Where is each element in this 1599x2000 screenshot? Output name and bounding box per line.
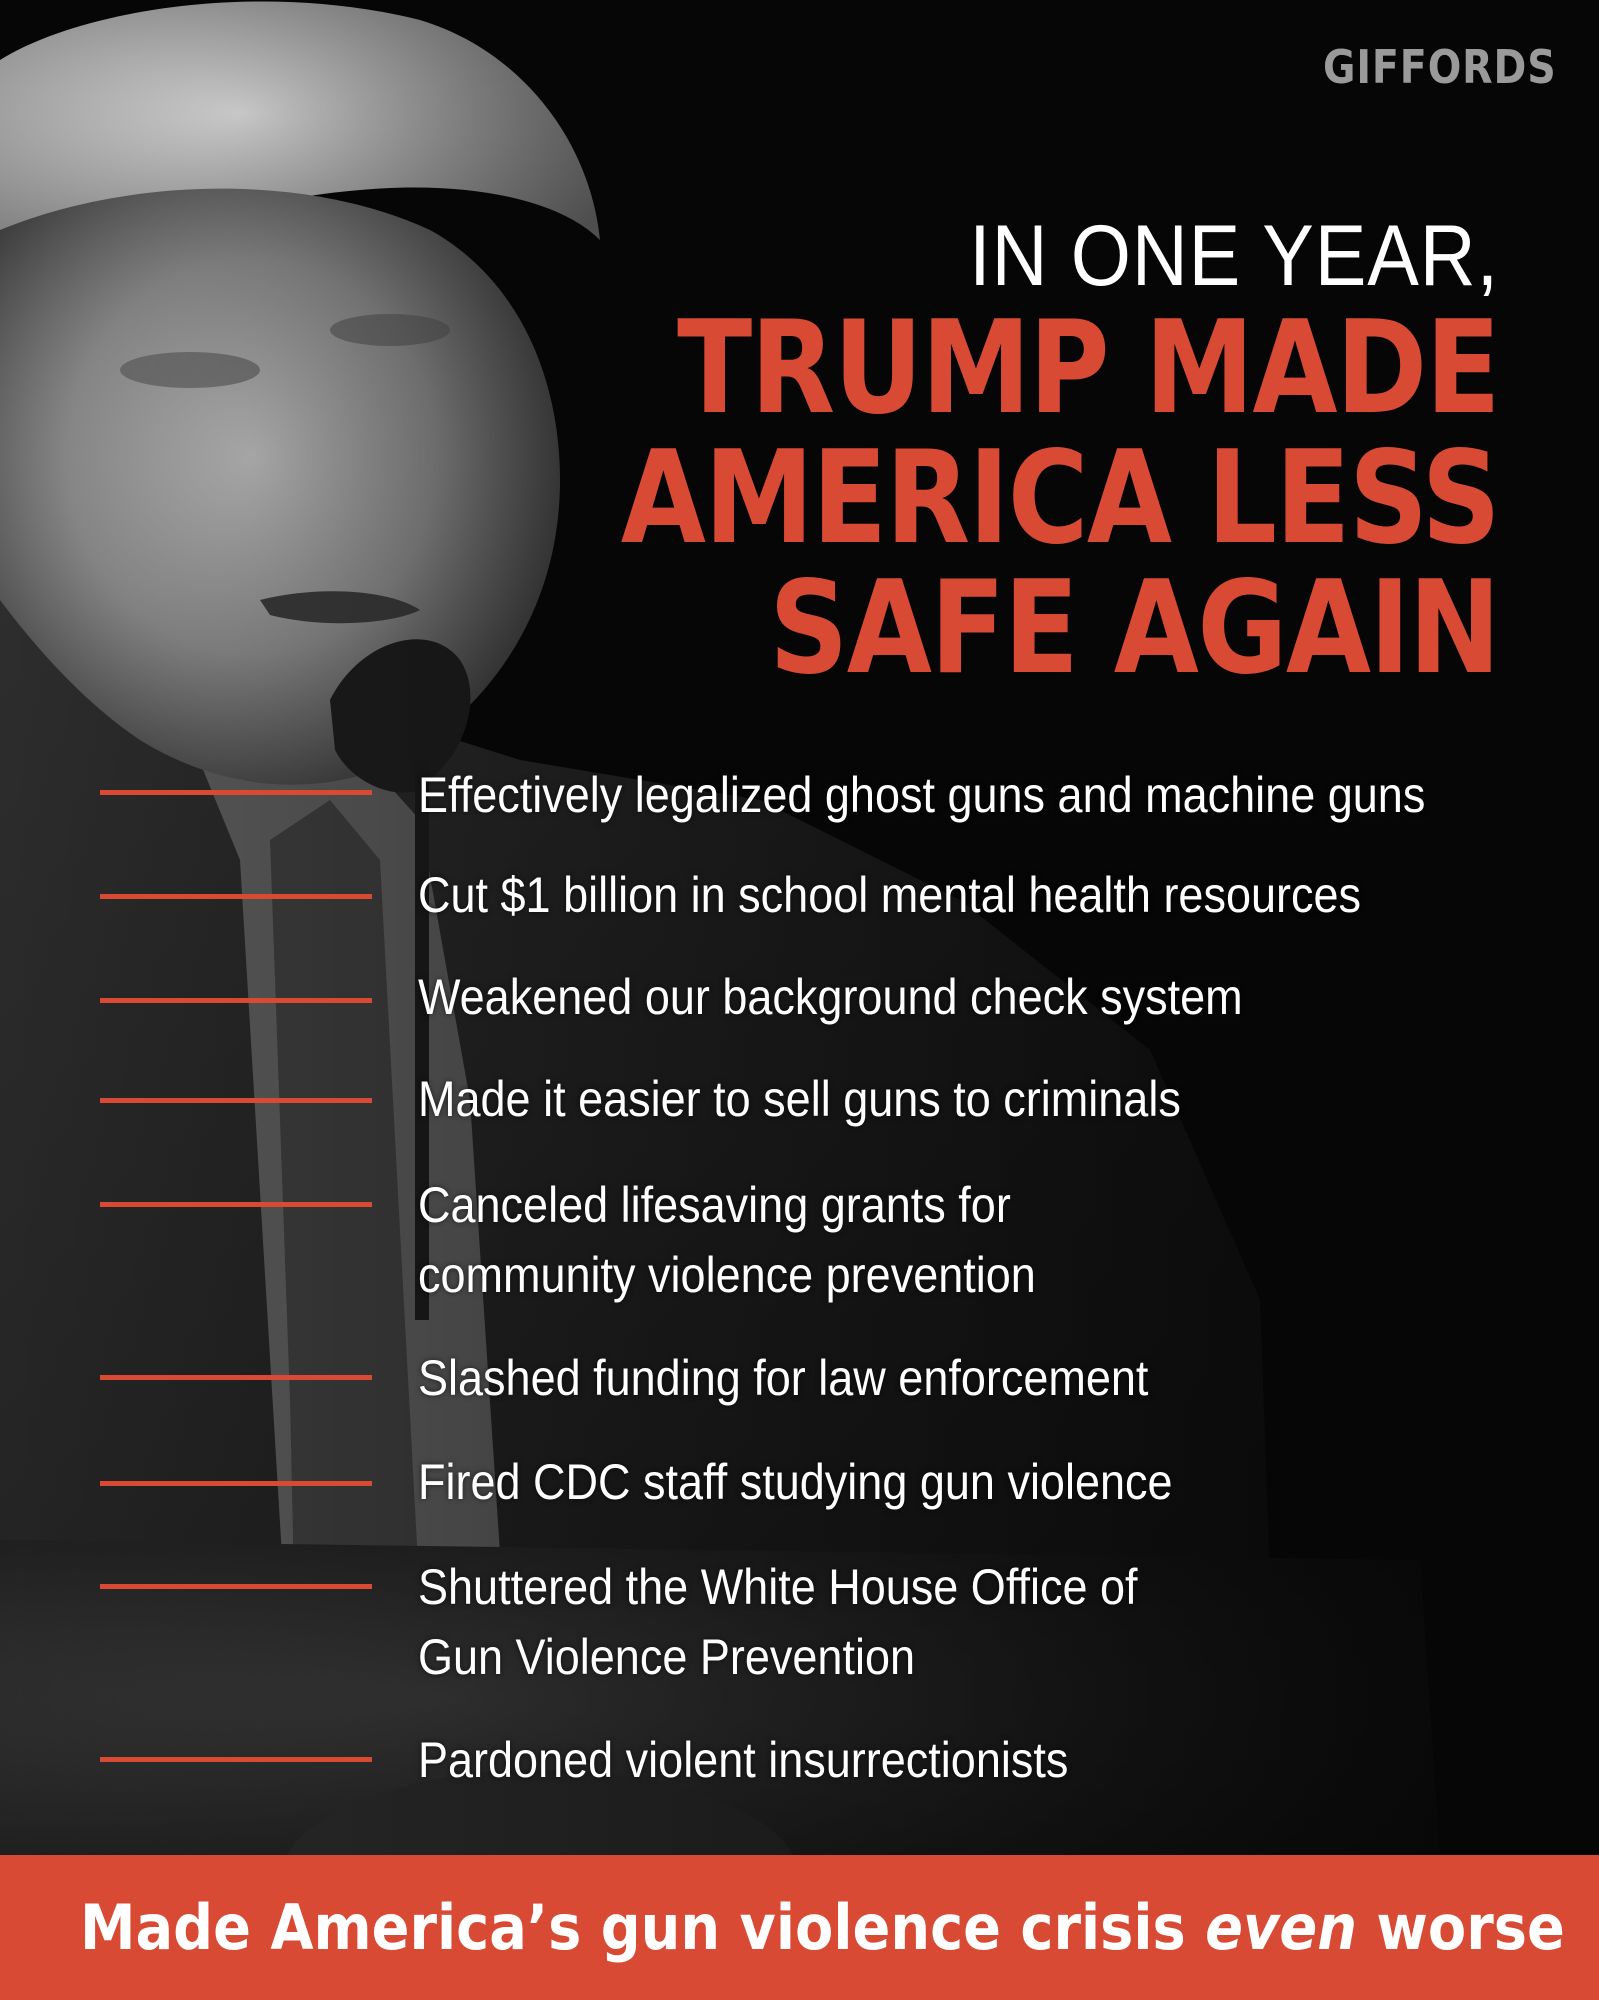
footer-text-before: Made America’s gun violence crisis <box>79 1891 1206 1964</box>
list-item-line: Gun Violence Prevention <box>418 1629 916 1685</box>
list-item-text <box>418 1552 1444 1692</box>
list-item-line: Cut $1 billion in school mental health resources <box>418 867 1362 923</box>
list-item-text <box>418 1725 1444 1795</box>
list-item-line: Pardoned violent insurrectionists <box>418 1732 1069 1788</box>
list-item-line: Shuttered the White House Office of <box>418 1559 1138 1615</box>
list-item-line: community violence prevention <box>418 1247 1036 1303</box>
bullet-line <box>100 894 372 899</box>
headline-line-3: SAFE AGAIN <box>769 554 1499 703</box>
list-item-text <box>418 1343 1444 1413</box>
list-item-text <box>418 1170 1444 1310</box>
footer-text <box>79 1855 1565 2000</box>
footer-text-emphasis: even <box>1205 1891 1357 1964</box>
footer-banner <box>0 1855 1599 2000</box>
list-item-text <box>418 962 1444 1032</box>
bullet-line <box>100 1202 372 1207</box>
giffords-logo: GIFFORDS <box>1323 40 1557 94</box>
list-item-line: Effectively legalized ghost guns and machine guns <box>418 767 1426 823</box>
bullet-line <box>100 790 372 795</box>
footer-text-after: worse <box>1356 1891 1565 1964</box>
headline <box>399 208 1499 703</box>
headline-line-1: TRUMP MADE <box>677 294 1499 443</box>
headline-intro: IN ONE YEAR, <box>969 208 1499 304</box>
list-item-text <box>418 1447 1444 1517</box>
list-item-line: Fired CDC staff studying gun violence <box>418 1454 1173 1510</box>
list-item-text <box>418 1064 1444 1134</box>
list-item-line: Canceled lifesaving grants for <box>418 1177 1011 1233</box>
list-item-line: Made it easier to sell guns to criminals <box>418 1071 1181 1127</box>
list-item-line: Slashed funding for law enforcement <box>418 1350 1149 1406</box>
headline-line-2: AMERICA LESS <box>620 424 1499 573</box>
bullet-line <box>100 1375 372 1380</box>
list-item-text <box>418 760 1444 830</box>
bullet-line <box>100 1757 372 1762</box>
bullet-line <box>100 998 372 1003</box>
list-item-text <box>418 860 1444 930</box>
bullet-line <box>100 1584 372 1589</box>
bullet-line <box>100 1098 372 1103</box>
bullet-line <box>100 1481 372 1486</box>
list-item-line: Weakened our background check system <box>418 969 1243 1025</box>
